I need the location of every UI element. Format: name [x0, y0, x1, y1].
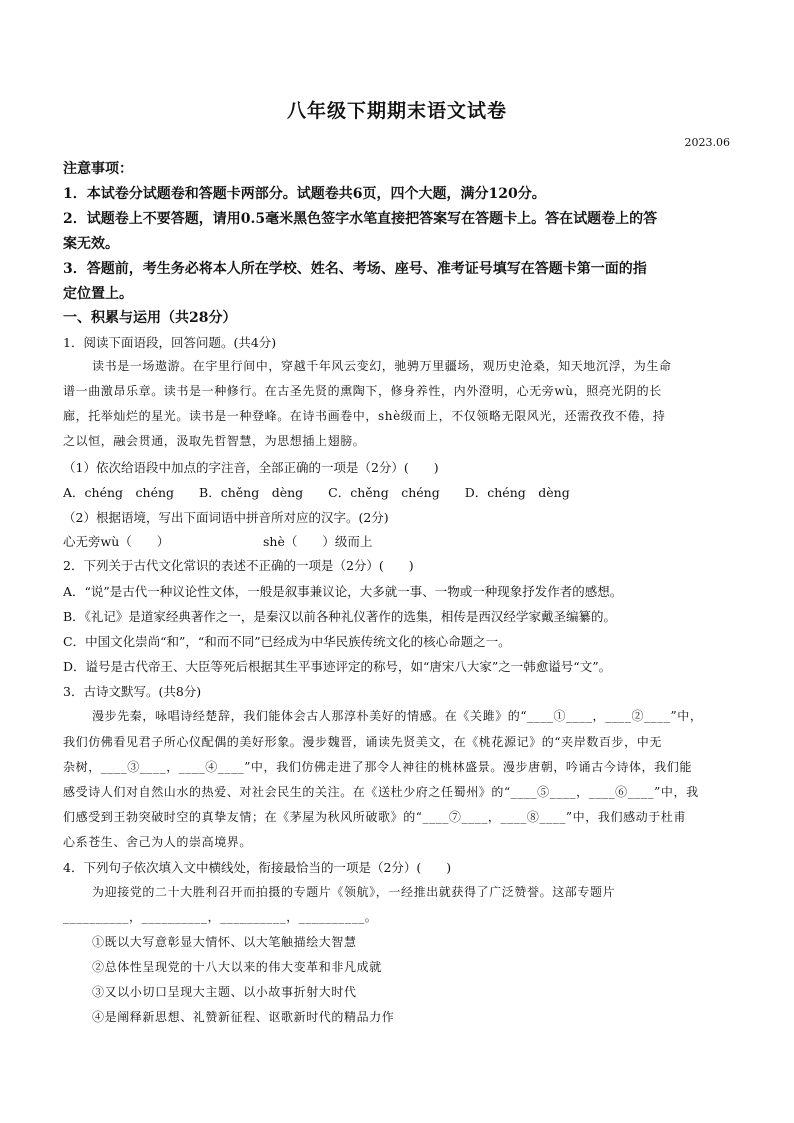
answer-option: B．《礼记》是道家经典著作之一，是秦汉以前各种礼仪著作的选集，相传是西汉经学家戴圣编纂的。 [63, 609, 616, 624]
sentence-item: ④是阐释新思想、礼赞新征程、讴歌新时代的精品力作 [92, 1010, 395, 1024]
passage-line: 感受诗人们对自然山水的热爱、对社会民生的关注。在《送杜少府之任蜀州》的“____⑤____，____⑥____”中，我 [63, 785, 699, 799]
notice-line: 案无效。 [63, 236, 119, 252]
sentence-item: ③又以小切口呈现大主题、以小故事折射大时代 [92, 985, 357, 999]
section-heading: 一、积累与运用（共28分） [63, 310, 237, 326]
passage-line: 廊，托举灿烂的星光。读书是一种登峰。在诗书画卷中，shè级而上，不仅领略无限风光，还需孜孜不倦，持 [63, 409, 666, 423]
page-title: 八年级下期期末语文试卷 [286, 100, 507, 122]
passage-line: 们感受到王勃突破时空的真挚友情；在《茅屋为秋风所破歌》的“____⑦____，____⑧____”中，我们感动于杜甫 [63, 810, 687, 824]
passage-line: 读书是一场遨游。在宇里行间中，穿越千年风云变幻，驰骋万里疆场，观历史沧桑，知天地沉浮，为生命 [92, 359, 672, 373]
passage-line: 之以恒，融会贯通，汲取先哲智慧，为思想插上翅膀。 [63, 434, 366, 448]
passage-line: 谱一曲激昂乐章。读书是一种修行。在古圣先贤的熏陶下，修身养性，内外澄明，心无旁wù，照亮光阴的长 [63, 384, 662, 398]
answer-option: A．“说”是古代一种议论性文体，一般是叙事兼议论，大多就一事、一物或一种现象抒发作者的感想。 [63, 584, 623, 599]
notice-heading: 注意事项： [63, 161, 133, 177]
passage-line: 我们仿佛看见君子所心仪配偶的美好形象。漫步魏晋，诵读先贤美文，在《桃花源记》的“夹岸数百步，中无 [63, 735, 662, 749]
fill-blank-items: 心无旁wù（ ） shè（ ）级而上 [63, 534, 373, 549]
sub-question: （2）根据语境，写出下面词语中拼音所对应的汉字。(2分) [63, 510, 389, 525]
sentence-item: ②总体性呈现党的十八大以来的伟大变革和非凡成就 [92, 960, 382, 974]
passage-line: 杂树，____③____，____④____”中，我们仿佛走进了那令人神往的桃林盛景。漫步唐朝，吟诵古今诗体，我们能 [63, 760, 692, 774]
notice-line: 定位置上。 [63, 286, 133, 302]
passage-line: 为迎接党的二十大胜利召开而拍摄的专题片《领航》，一经推出就获得了广泛赞誉。这部专题片 [92, 885, 616, 899]
answer-option: C．中国文化崇尚“和”，“和而不同”已经成为中华民族传统文化的核心命题之一。 [63, 634, 511, 649]
sub-question: （1）依次给语段中加点的字注音，全部正确的一项是（2分）( ) [63, 460, 439, 475]
question-stem: 3．古诗文默写。(共8分) [63, 684, 202, 699]
answer-options: A．chéng chéng B．chěng dèng C．chěng chéng D．chéng dèng [63, 485, 570, 500]
answer-option: D．谥号是古代帝王、大臣等死后根据其生平事迹评定的称号，如“唐宋八大家”之一韩愈谥号“文”。 [63, 659, 612, 674]
question-stem: 4．下列句子依次填入文中横线处，衔接最恰当的一项是（2分）( ) [63, 860, 452, 875]
passage-line: 漫步先秦，咏唱诗经楚辞，我们能体会古人那淳朴美好的情感。在《关雎》的“____①____，____②____”中， [92, 709, 703, 723]
question-stem: 2．下列关于古代文化常识的表述不正确的一项是（2分）( ) [63, 558, 414, 573]
passage-line: __________，__________，__________，__________。 [63, 910, 378, 924]
exam-date: 2023.06 [684, 136, 730, 149]
notice-line: 2．试题卷上不要答题，请用0.5毫米黑色签字水笔直接把答案写在答题卡上。答在试题卷上的答 [63, 211, 658, 227]
sentence-item: ①既以大写意彰显大情怀、以大笔触描绘大智慧 [92, 935, 357, 949]
passage-line: 心系苍生、舍己为人的崇高境界。 [63, 835, 253, 849]
notice-line: 3．答题前，考生务必将本人所在学校、姓名、考场、座号、准考证号填写在答题卡第一面的指 [63, 261, 647, 277]
notice-line: 1．本试卷分试题卷和答题卡两部分。试题卷共6页，四个大题，满分120分。 [63, 186, 546, 202]
question-stem: 1．阅读下面语段，回答问题。(共4分) [63, 335, 277, 350]
